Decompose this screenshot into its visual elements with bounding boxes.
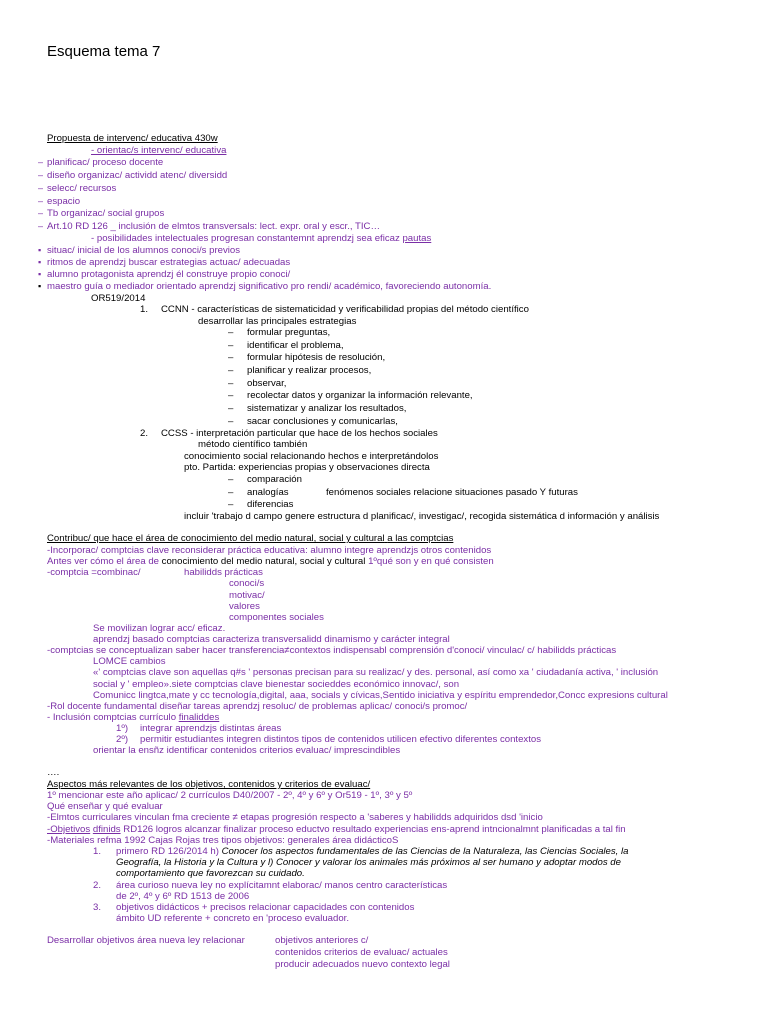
- section2-line: aprendzj basado comptcias caracteriza transversalidd dinamismo y carácter integral: [93, 634, 450, 645]
- competencia-item: valores: [229, 601, 260, 612]
- posibilidades-text: - posibilidades intelectuales progresan constantemnt aprendzj sea eficaz: [91, 233, 400, 244]
- list-item: situac/ inicial de los alumnos conoci/s previos: [47, 245, 241, 256]
- ccnn-sub: desarrollar las principales estrategias: [198, 316, 357, 327]
- ccss-item: comparación: [247, 474, 302, 485]
- competencia-item: motivac/: [229, 590, 265, 601]
- section2-line: LOMCE cambios: [93, 656, 166, 667]
- dash-bullet: –: [228, 327, 234, 338]
- section2-heading-b: a las comptcias: [387, 533, 454, 544]
- dash-bullet: –: [228, 499, 234, 510]
- l12-a: - Inclusión comptcias currículo: [47, 712, 177, 723]
- ccss-item: analogías: [247, 487, 289, 498]
- dash-bullet: –: [228, 390, 234, 401]
- dash-bullet: –: [38, 183, 44, 193]
- section2-line: habilidds prácticas: [184, 567, 263, 578]
- list-item: planificac/ proceso docente: [47, 157, 164, 168]
- page-title: Esquema tema 7: [47, 43, 161, 60]
- dash-bullet: –: [228, 352, 234, 363]
- final-item: producir adecuados nuevo contexto legal: [275, 959, 450, 970]
- ccnn-number: 1.: [140, 304, 149, 315]
- section3-heading: Aspectos más relevantes de los objetivos, contenidos y criterios de evaluac/: [47, 779, 371, 790]
- l2-a: Antes ver cómo el área de: [47, 556, 159, 567]
- objetivo-item-cont: comportamiento que favorezcan su cuidado.: [116, 868, 305, 879]
- ccss-sub: pto. Partida: experiencias propias y observaciones directa: [184, 462, 430, 473]
- objetivo-item-cont: de 2º, 4º y 6º RD 1513 de 2006: [116, 891, 250, 902]
- dash-bullet: –: [228, 487, 234, 498]
- objetivo-item: área curioso nueva ley no explícitamnt elaborac/ manos centro características: [116, 880, 448, 891]
- objetivo-number: 1.: [93, 846, 102, 857]
- dash-bullet: –: [228, 474, 234, 485]
- ccss-number: 2.: [140, 428, 149, 439]
- ccss-item: diferencias: [247, 499, 294, 510]
- section2-line: orientar la ensñz identificar contenidos criterios evaluac/ imprescindibles: [93, 745, 401, 756]
- section2-heading: [47, 533, 453, 545]
- dash-bullet: –: [38, 170, 44, 180]
- final-item: contenidos criterios de evaluac/ actuales: [275, 947, 448, 958]
- finalidades-link[interactable]: finaliddes: [178, 712, 220, 723]
- ccss-item-extra: fenómenos sociales relacione situaciones pasado Y futuras: [326, 487, 578, 498]
- section3-line: Qué enseñar y qué evaluar: [47, 801, 163, 812]
- list-item: espacio: [47, 196, 81, 207]
- list-item: Art.10 RD 126 _ inclusión de elmtos transversals: lect. expr. oral y escr., TIC…: [47, 221, 381, 232]
- section2-line: -comptcia =combinac/: [47, 567, 141, 578]
- section2-line: Se movilizan lograr acc/ eficaz.: [93, 623, 226, 634]
- section3-final: Desarrollar objetivos área nueva ley relacionar: [47, 935, 245, 946]
- ccnn-item: planificar y realizar procesos,: [247, 365, 372, 376]
- section2-line: -Rol docente fundamental diseñar tareas aprendzj resoluc/ de problemas aplicac/ conoci/s promoc/: [47, 701, 468, 712]
- section3-line: -Elmtos curriculares vinculan fma creciente ≠ etapas progresión respecto a 'saberes y habilidds adquiridos dsd 'inicio: [47, 812, 543, 823]
- ccss-sub: conocimiento social relacionando hechos e interpretándolos: [184, 451, 439, 462]
- objetivo-item: objetivos didácticos + precisos relacionar capacidades con contenidos: [116, 902, 415, 913]
- finalidad-item: integrar aprendzjs distintas áreas: [140, 723, 282, 734]
- competencia-item: componentes sociales: [229, 612, 324, 623]
- finalidad-number: 1º): [116, 723, 129, 734]
- list-item: alumno protagonista aprendzj él construye propio conoci/: [47, 269, 291, 280]
- n1-b: Conocer los aspectos fundamentales de las Ciencias de la Naturaleza, las Ciencias Sociales, la: [221, 846, 629, 857]
- section2-line: -Incorporac/ comptcias clave reconsiderar práctica educativa: alumno integre aprendzjs otros contenidos: [47, 545, 492, 556]
- ccnn-text: CCNN - características de sistematicidad y verificabilidad propias del método científico: [161, 304, 529, 315]
- section3-line: -Materiales refma 1992 Cajas Rojas tres tipos objetivos: generales área didácticoS: [47, 835, 399, 846]
- posibilidades-line: [91, 233, 431, 245]
- dash-bullet: –: [38, 221, 44, 231]
- square-bullet: ▪: [38, 281, 42, 291]
- ccnn-item: formular hipótesis de resolución,: [247, 352, 386, 363]
- list-item: ritmos de aprendzj buscar estrategias actuac/ adecuadas: [47, 257, 291, 268]
- ccss-sub: método científico también: [198, 439, 308, 450]
- square-bullet: ▪: [38, 257, 42, 267]
- section2-line: Comunicc lingtca,mate y cc tecnología,digital, aaa, socials y cívicas,Sentido iniciativa y espíritu emprendedor,Concc expresions cultural: [93, 690, 668, 701]
- square-bullet: ▪: [38, 269, 42, 279]
- final-item: objetivos anteriores c/: [275, 935, 369, 946]
- objetivo-item-cont: ámbito UD referente + concreto en 'proceso evaluador.: [116, 913, 350, 924]
- pautas-link[interactable]: pautas: [402, 233, 432, 244]
- incluir-line: incluir 'trabajo d campo genere estructura d planificac/, investigac/, recogida sistemática d información y análisis: [184, 511, 660, 522]
- dash-bullet: –: [38, 196, 44, 206]
- dash-bullet: –: [38, 208, 44, 218]
- objetivo-number: 2.: [93, 880, 102, 891]
- section2-line: social y ' empleo».siete comptcias clave bienestar socieddes económico innovac/, son: [93, 679, 460, 690]
- dash-bullet: –: [228, 416, 234, 427]
- or-reference: OR519/2014: [91, 293, 146, 304]
- finalidad-number: 2º): [116, 734, 129, 745]
- dash-bullet: –: [228, 340, 234, 351]
- l4-c: RD126 logros alcanzar finalizar proceso eductvo resultado experiencias ens-aprend intncionalmnt planificadas a tal fin: [123, 824, 626, 835]
- section3-line: 1º mencionar este año aplicac/ 2 currículos D40/2007 - 2º, 4º y 6º y Or519 - 1º, 3º y 5º: [47, 790, 413, 801]
- list-item: maestro guía o mediador orientado aprendzj significativo pro rendi/ académico, favoreciendo autonomía.: [47, 281, 492, 292]
- definidos-link[interactable]: dfinids: [92, 824, 121, 835]
- dash-bullet: –: [228, 365, 234, 376]
- dash-bullet: –: [38, 157, 44, 167]
- list-item: selecc/ recursos: [47, 183, 117, 194]
- section1-subheading: - orientac/s intervenc/ educativa: [91, 145, 227, 156]
- section2-line: «' comptcias clave son aquellas q#s ' personas precisan para su realizac/ y des. personal, así como xa ' ciudadanía activa, ' inclusión: [93, 667, 659, 678]
- objetivo-item-cont: Geografía, la Historia y la Cultura y l) Conocer y valorar los animales más próximos al ser humano y adoptar modos de: [116, 857, 621, 868]
- list-item: Tb organizac/ social grupos: [47, 208, 165, 219]
- dash-bullet: –: [228, 378, 234, 389]
- ellipsis: ….: [47, 767, 60, 778]
- objetivo-number: 3.: [93, 902, 102, 913]
- ccnn-item: recolectar datos y organizar la información relevante,: [247, 390, 473, 401]
- l2-b: conocimiento del medio natural, social y cultural: [161, 556, 366, 567]
- ccnn-item: formular preguntas,: [247, 327, 331, 338]
- finalidad-item: permitir estudiantes integren distintos tipos de contenidos utilicen efectivo diferentes contextos: [140, 734, 542, 745]
- ccnn-item: identificar el problema,: [247, 340, 344, 351]
- l2-c: 1ºqué son y en qué consisten: [368, 556, 494, 567]
- square-bullet: ▪: [38, 245, 42, 255]
- n1-a: primero RD 126/2014 h): [116, 846, 219, 857]
- ccnn-item: sacar conclusiones y comunicarlas,: [247, 416, 398, 427]
- objetivos-link[interactable]: -Objetivos: [47, 824, 91, 835]
- ccnn-item: observar,: [247, 378, 287, 389]
- list-item: diseño organizac/ actividd atenc/ diversidd: [47, 170, 228, 181]
- ccnn-item: sistematizar y analizar los resultados,: [247, 403, 407, 414]
- section2-line: -comptcias se conceptualizan saber hacer transferencia≠contextos indispensabl comprensión d'conoci/ vinculac/ c/ habilidds prácticas: [47, 645, 617, 656]
- ccss-text: CCSS - interpretación particular que hace de los hechos sociales: [161, 428, 438, 439]
- dash-bullet: –: [228, 403, 234, 414]
- section2-heading-a: Contribuc/ que hace el área de conocimiento del medio natural, social y cultural: [47, 533, 385, 544]
- competencia-item: conoci/s: [229, 578, 265, 589]
- section1-heading: Propuesta de intervenc/ educativa 430w: [47, 133, 218, 144]
